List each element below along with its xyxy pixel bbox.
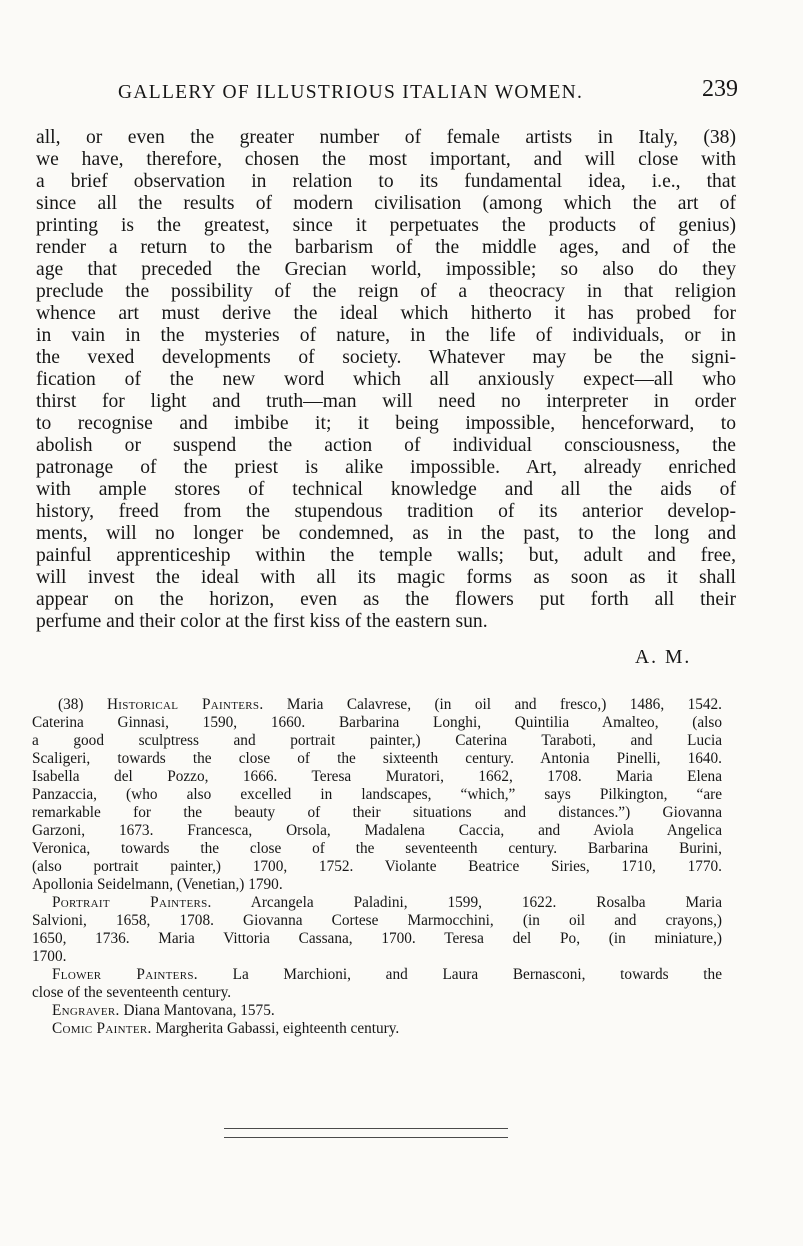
footnote-text: Arcangela Paladini, 1599, 1622. Rosalba Maria bbox=[250, 894, 723, 911]
closing-rule bbox=[224, 1128, 508, 1138]
footnote-line bbox=[32, 696, 722, 714]
footnote-text: Margherita Gabassi, eighteenth century. bbox=[155, 1020, 400, 1037]
footnote-line: Panzaccia, (who also excelled in landscapes, “which,” says Pilkington, “are bbox=[32, 786, 722, 803]
body-line: ments, will no longer be condemned, as in the past, to the long and bbox=[36, 523, 736, 544]
footnote-text: La Marchioni, and Laura Bernasconi, towards the bbox=[232, 966, 722, 983]
body-line: in vain in the mysteries of nature, in the life of individuals, or in bbox=[36, 325, 736, 346]
footnote-line: Salvioni, 1658, 1708. Giovanna Cortese Marmocchini, (in oil and crayons,) bbox=[32, 912, 722, 929]
engraver-heading: Engraver. bbox=[52, 1002, 120, 1019]
body-line: appear on the horizon, even as the flowers put forth all their bbox=[36, 589, 736, 610]
body-line: with ample stores of technical knowledge and all the aids of bbox=[36, 479, 736, 500]
footnote-text: Diana Mantovana, 1575. bbox=[123, 1002, 275, 1019]
author-signature: A. M. bbox=[635, 647, 692, 668]
footnote-line: remarkable for the beauty of their situations and distances.”) Giovanna bbox=[32, 804, 722, 821]
footnote-line: Veronica, towards the close of the seventeenth century. Barbarina Burini, bbox=[32, 840, 722, 857]
page-number: 239 bbox=[702, 76, 738, 102]
body-line: history, freed from the stupendous tradition of its anterior develop- bbox=[36, 501, 736, 522]
body-line: a brief observation in relation to its fundamental idea, i.e., that bbox=[36, 171, 736, 192]
body-line: we have, therefore, chosen the most important, and will close with bbox=[36, 149, 736, 170]
footnote-line: Caterina Ginnasi, 1590, 1660. Barbarina Longhi, Quintilia Amalteo, (also bbox=[32, 714, 722, 731]
body-line: the vexed developments of society. Whatever may be the signi- bbox=[36, 347, 736, 368]
body-line: to recognise and imbibe it; it being impossible, henceforward, to bbox=[36, 413, 736, 434]
historical-painters-heading: Historical Painters. bbox=[106, 696, 264, 713]
body-line: age that preceded the Grecian world, impossible; so also do they bbox=[36, 259, 736, 280]
body-line: will invest the ideal with all its magic forms as soon as it shall bbox=[36, 567, 736, 588]
footnote-line bbox=[32, 894, 722, 912]
running-head: GALLERY OF ILLUSTRIOUS ITALIAN WOMEN. bbox=[118, 82, 584, 103]
body-line: thirst for light and truth—man will need no interpreter in order bbox=[36, 391, 736, 412]
footnote-text: Maria Calavrese, (in oil and fresco,) 1486, 1542. bbox=[286, 696, 723, 713]
body-line: render a return to the barbarism of the middle ages, and of the bbox=[36, 237, 736, 258]
body-line: all, or even the greater number of female artists in Italy, (38) bbox=[36, 127, 736, 148]
footnote-line bbox=[32, 1002, 742, 1020]
footnote-line bbox=[32, 966, 722, 984]
footnote-line: Garzoni, 1673. Francesca, Orsola, Madalena Caccia, and Aviola Angelica bbox=[32, 822, 722, 839]
body-line: printing is the greatest, since it perpetuates the products of genius) bbox=[36, 215, 736, 236]
body-line: whence art must derive the ideal which hitherto it has probed for bbox=[36, 303, 736, 324]
comic-painter-heading: Comic Painter. bbox=[52, 1020, 152, 1037]
flower-painters-heading: Flower Painters. bbox=[52, 966, 198, 983]
footnote-line: Apollonia Seidelmann, (Venetian,) 1790. bbox=[32, 876, 283, 893]
footnote-line: Isabella del Pozzo, 1666. Teresa Muratori, 1662, 1708. Maria Elena bbox=[32, 768, 722, 785]
footnote-line: (also portrait painter,) 1700, 1752. Violante Beatrice Siries, 1710, 1770. bbox=[32, 858, 722, 875]
page-header bbox=[118, 76, 738, 110]
footnote-line: close of the seventeenth century. bbox=[32, 984, 232, 1001]
footnote-line: Scaligeri, towards the close of the sixteenth century. Antonia Pinelli, 1640. bbox=[32, 750, 722, 767]
body-line: fication of the new word which all anxiously expect—all who bbox=[36, 369, 736, 390]
footnote-line: 1700. bbox=[32, 948, 67, 965]
footnote-marker: (38) bbox=[58, 696, 84, 713]
footnote-line: a good sculptress and portrait painter,) Caterina Taraboti, and Lucia bbox=[32, 732, 722, 749]
footnote-line: 1650, 1736. Maria Vittoria Cassana, 1700. Teresa del Po, (in miniature,) bbox=[32, 930, 722, 947]
body-line: since all the results of modern civilisation (among which the art of bbox=[36, 193, 736, 214]
body-line: perfume and their color at the first kiss of the eastern sun. bbox=[36, 611, 488, 632]
body-line: abolish or suspend the action of individual consciousness, the bbox=[36, 435, 736, 456]
body-line: patronage of the priest is alike impossible. Art, already enriched bbox=[36, 457, 736, 478]
footnote-line bbox=[32, 1020, 742, 1038]
portrait-painters-heading: Portrait Painters. bbox=[52, 894, 212, 911]
body-line: preclude the possibility of the reign of a theocracy in that religion bbox=[36, 281, 736, 302]
body-line: painful apprenticeship within the temple walls; but, adult and free, bbox=[36, 545, 736, 566]
